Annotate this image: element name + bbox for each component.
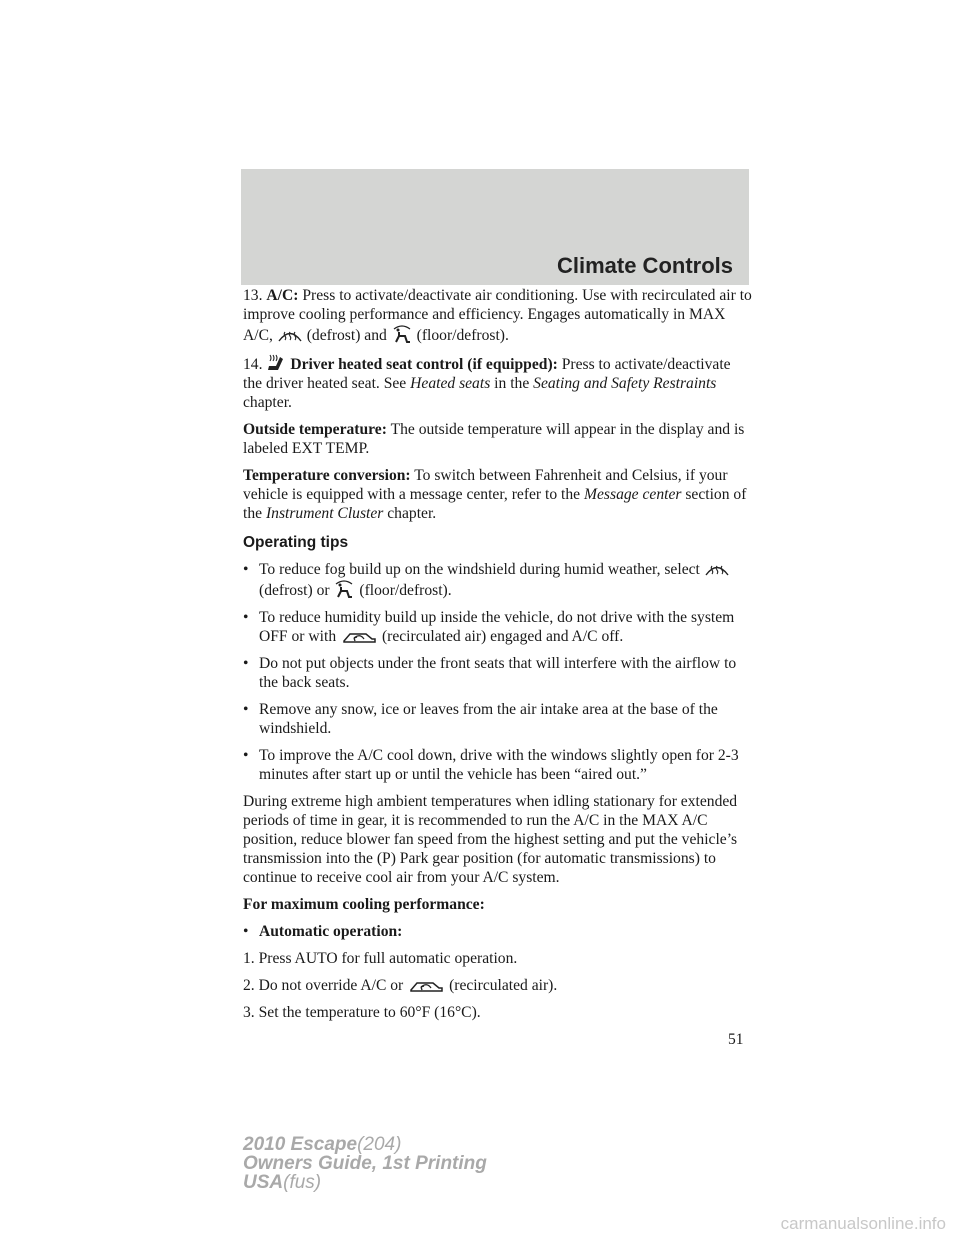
tip-text: To improve the A/C cool down, drive with the windows slightly open for 2-3 minutes after start up or until the vehicle has been “aired out.” (259, 747, 739, 783)
tip-text: Remove any snow, ice or leaves from the air intake area at the base of the windshield. (259, 701, 718, 737)
paragraph-text: The outside temperature will appear in the display and is labeled EXT TEMP. (243, 421, 745, 457)
item-number: 13. (243, 287, 263, 304)
paragraph-label: Temperature conversion: (243, 467, 411, 484)
automatic-operation-item (243, 922, 753, 941)
max-cooling-heading (243, 895, 753, 914)
tip-text: Do not put objects under the front seats that will interfere with the airflow to the back seats. (259, 655, 737, 691)
item-text: (floor/defrost). (416, 327, 509, 344)
tip-item (243, 608, 753, 646)
cross-reference: Instrument Cluster (265, 505, 384, 522)
site-watermark: carmanualsonline.info (780, 1214, 946, 1233)
section-title: Climate Controls (556, 253, 733, 278)
tip-item (243, 746, 753, 784)
tip-item (243, 560, 753, 600)
footer-region-code: (fus) (283, 1172, 322, 1193)
item-text: Press to activate/deactivate air conditioning. Use with recirculated air to improve cooling performance and efficiency. Engages automatically in MAX A/C, (243, 287, 752, 344)
item-label: Driver heated seat control (if equipped): (290, 356, 558, 373)
heading-text: For maximum cooling performance: (243, 896, 485, 913)
paragraph-text: chapter. (387, 505, 437, 522)
tip-text: (floor/defrost). (359, 582, 452, 599)
item-label: A/C: (266, 287, 299, 304)
item-text: Press to activate/deactivate the driver heated seat. See (243, 356, 731, 392)
step-3: 3. Set the temperature to 60°F (16°C). (243, 1004, 481, 1021)
item-text: (defrost) and (306, 327, 387, 344)
item-13 (243, 286, 753, 345)
cross-reference: Message center (584, 486, 682, 503)
page-content (243, 286, 753, 1030)
tip-text: To reduce humidity build up inside the vehicle, do not drive with the system OFF or with (259, 609, 735, 645)
paragraph-text: To switch between Fahrenheit and Celsius, if your vehicle is equipped with a message center, refer to the (243, 467, 728, 503)
bullet-marker: • (243, 747, 249, 764)
item-14 (243, 353, 753, 412)
recirculated-air-icon (407, 978, 445, 994)
item-text: in the (494, 375, 530, 392)
floor-defrost-icon (391, 324, 413, 344)
step-text: 2. Do not override A/C or (243, 977, 404, 994)
temperature-conversion-paragraph (243, 466, 753, 523)
paragraph-label: Outside temperature: (243, 421, 387, 438)
bullet-marker: • (243, 561, 249, 578)
footer-model-code: (204) (357, 1134, 402, 1155)
paragraph-text: section of the (243, 486, 747, 522)
footer-region: USA (243, 1172, 284, 1193)
bullet-marker: • (243, 923, 249, 940)
tip-item (243, 654, 753, 692)
bullet-marker: • (243, 655, 249, 672)
footer-model: 2010 Escape (243, 1134, 358, 1155)
step-1: 1. Press AUTO for full automatic operation. (243, 950, 518, 967)
outside-temperature-paragraph (243, 420, 753, 458)
footer-line-3 (243, 1173, 487, 1192)
recirculated-air-icon (340, 629, 378, 645)
floor-defrost-icon (333, 579, 355, 599)
automatic-operation-heading: Automatic operation: (259, 923, 403, 940)
cross-reference: Seating and Safety Restraints (533, 375, 717, 392)
operating-tips-heading: Operating tips (243, 534, 349, 551)
bullet-marker: • (243, 701, 249, 718)
section-header-band (241, 169, 749, 285)
cross-reference: Heated seats (410, 375, 491, 392)
footer-line-2: Owners Guide, 1st Printing (243, 1153, 487, 1174)
item-text: chapter. (243, 394, 292, 411)
bullet-marker: • (243, 609, 249, 626)
heated-seat-icon (266, 353, 286, 373)
windshield-defrost-icon (704, 562, 730, 578)
page-number: 51 (728, 1031, 744, 1048)
tip-item (243, 700, 753, 738)
tip-text: To reduce fog build up on the windshield during humid weather, select (259, 561, 700, 578)
step-2 (243, 976, 753, 995)
step-text: (recirculated air). (449, 977, 558, 994)
windshield-defrost-icon (277, 328, 303, 344)
tip-text: (defrost) or (259, 582, 330, 599)
print-footer (243, 1135, 487, 1192)
footer-line-1 (243, 1135, 487, 1154)
tip-text: (recirculated air) engaged and A/C off. (381, 628, 624, 645)
item-number: 14. (243, 356, 263, 373)
extreme-temperature-paragraph: During extreme high ambient temperatures when idling stationary for extended periods of time in gear, it is recommended to run the A/C in the MAX A/C position, reduce blower fan speed from the highest setting and put the vehicle’s transmission into the (P) Park gear position (for automatic transmissions) to continue to receive cool air from your A/C system. (243, 793, 738, 886)
